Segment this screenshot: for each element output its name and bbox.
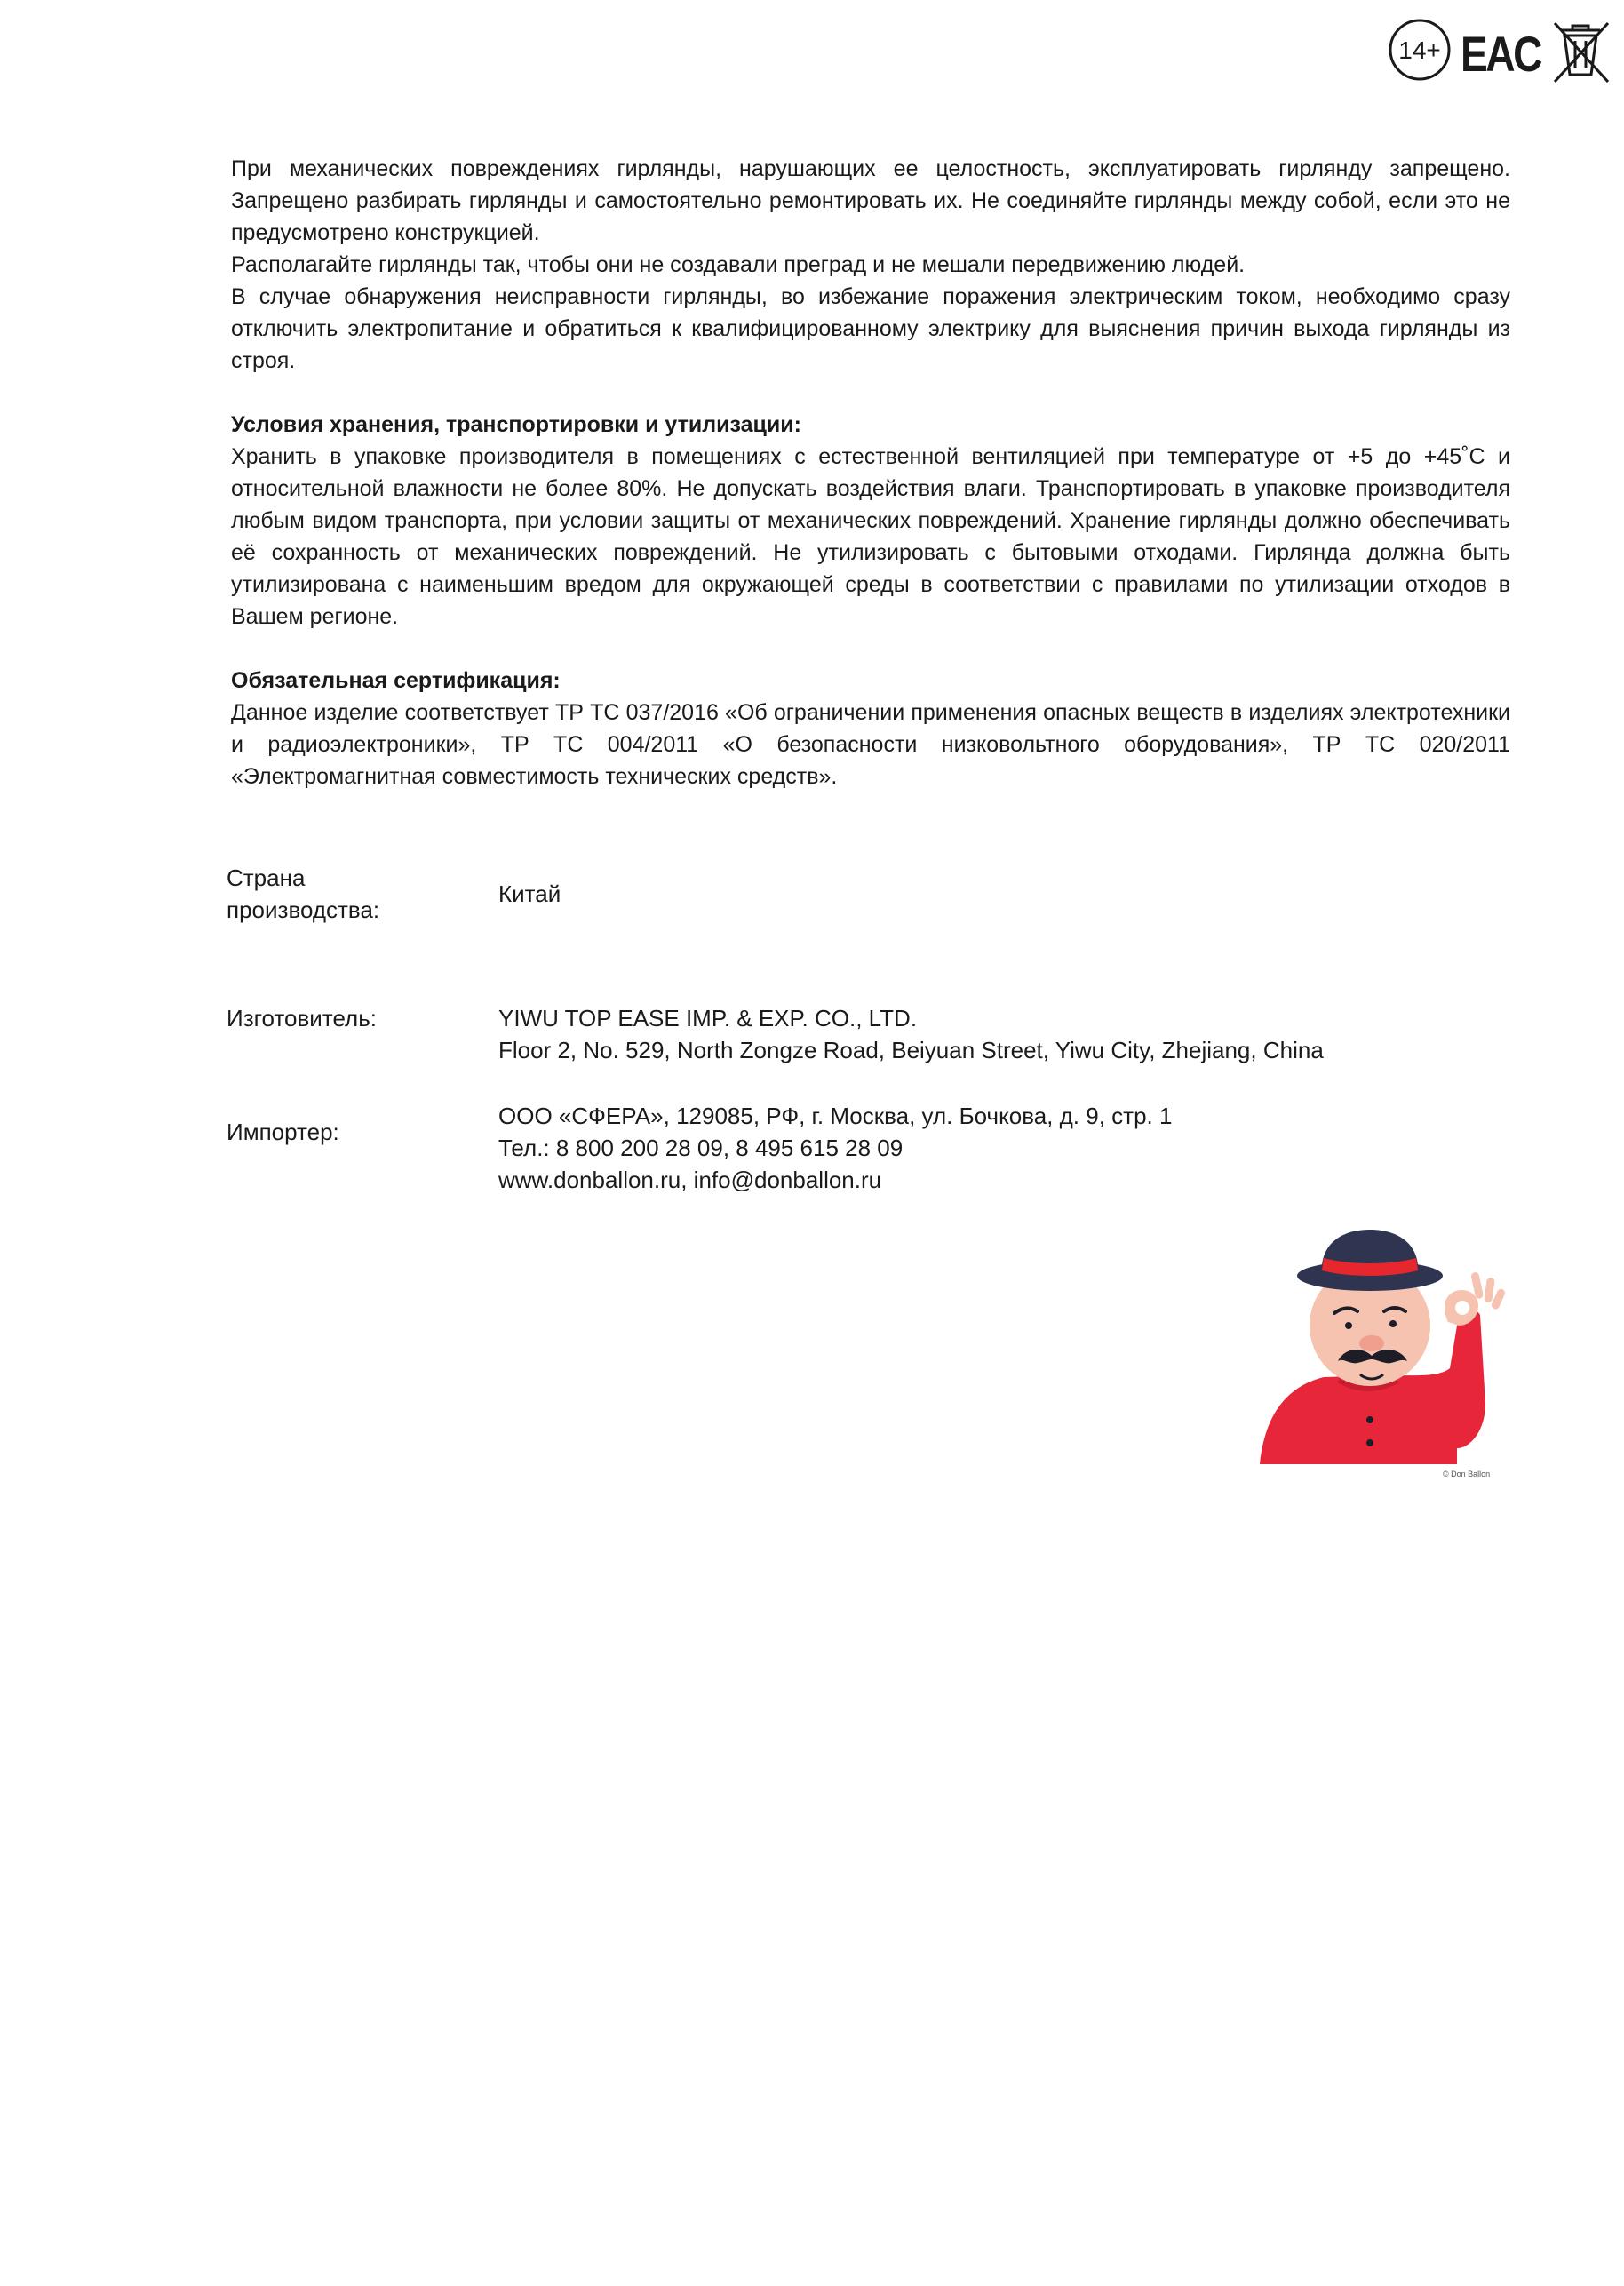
country-label-line-1: Страна [227,864,306,891]
storage-text: Хранить в упаковке производителя в помещениях с естественной вентиляцией при температуре от +5 до +45˚С и относительной влажности не более 80%. Не допускать воздействия влаги. Транспортировать в упаковке производителя любым видом транспорта, при условии защиты от механических повреждений. Хранение гирлянды должно обеспечивать её сохранность от механических повреждений. Не утилизировать с бытовыми отходами. Гирлянда должна быть утилизирована с наименьшим вредом для окружающей среды в соответствии с правилами по утилизации отходов в Вашем регионе. [231,444,1510,629]
country-label-line-2: производства: [227,896,380,923]
importer-label: Импортер: [227,1119,339,1145]
don-ballon-mascot [1253,1226,1519,1484]
importer-phone: Тел.: 8 800 200 28 09, 8 495 615 28 09 [498,1135,904,1161]
mascot-eye-left [1345,1322,1352,1329]
certification-marks [1386,16,1617,87]
manufacturer-row [227,1002,1470,1073]
crossed-bin-icon [1555,23,1608,82]
importer-row [227,1100,1470,1207]
mascot-copyright: © Don Ballon [1443,1470,1491,1478]
age-rating-mark [1390,20,1449,79]
certification-text: Данное изделие соответствует ТР ТС 037/2016 «Об ограничении применения опасных веществ в изделиях электротехники и радиоэлектроники», ТР ТС 004/2011 «О безопасности низковольтного оборудования», ТР ТС 020/2011 «Электромагнитная совместимость технических средств». [231,700,1510,789]
eac-mark [1461,26,1541,82]
eac-text: EAC [1461,26,1542,82]
instructions-body [231,153,1510,793]
importer-value [498,1100,1476,1196]
manufacturer-name: YIWU TOP EASE IMP. & EXP. CO., LTD. [498,1005,918,1031]
importer-address: ООО «СФЕРА», 129085, РФ, г. Москва, ул. Бочкова, д. 9, стр. 1 [498,1103,1173,1129]
country-row [227,862,1470,933]
manufacturer-label: Изготовитель: [227,1005,377,1031]
manufacturer-address: Floor 2, No. 529, North Zongze Road, Beiyuan Street, Yiwu City, Zhejiang, China [498,1037,1324,1063]
mascot-nose [1359,1335,1384,1351]
safety-paragraph-1: При механических повреждениях гирлянды, нарушающих ее целостность, эксплуатировать гирлянду запрещено. Запрещено разбирать гирлянды и самостоятельно ремонтировать их. Не соединяйте гирлянды между собой, если это не предусмотрено конструкцией. [231,156,1510,245]
mascot-button-1 [1366,1416,1373,1423]
country-label [227,862,422,926]
age-rating-text: 14+ [1398,36,1441,64]
mascot-eye-right [1389,1320,1397,1327]
manufacturer-value [498,1002,1476,1066]
country-value: Китай [498,880,561,907]
importer-contacts: www.donballon.ru, info@donballon.ru [498,1167,882,1193]
safety-paragraph-2: Располагайте гирлянды так, чтобы они не создавали преград и не мешали передвижению людей. [231,252,1246,277]
mascot-button-2 [1366,1439,1373,1446]
certification-heading: Обязательная сертификация: [231,668,561,693]
storage-heading: Условия хранения, транспортировки и утилизации: [231,412,801,437]
safety-paragraph-3: В случае обнаружения неисправности гирлянды, во избежание поражения электрическим током, необходимо сразу отключить электропитание и обратиться к квалифицированному электрику для выяснения причин выхода гирлянды из строя. [231,284,1510,373]
